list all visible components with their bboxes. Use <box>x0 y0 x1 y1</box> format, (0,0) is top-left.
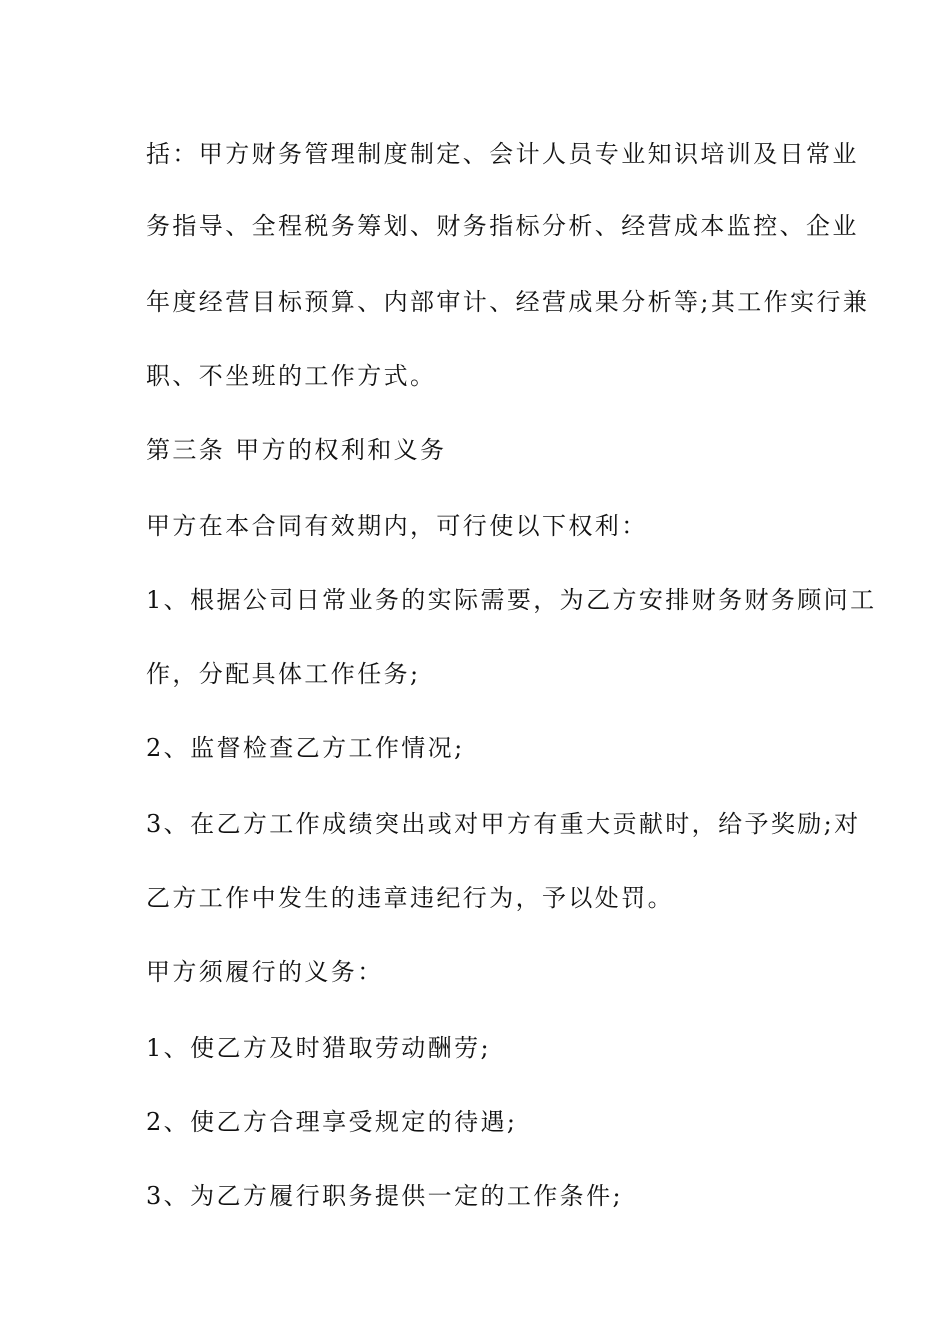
paragraph-line: 乙方工作中发生的违章违纪行为，予以处罚。 <box>146 884 674 912</box>
list-item: 1、根据公司日常业务的实际需要，为乙方安排财务财务顾问工 <box>146 586 877 614</box>
list-item: 2、监督检查乙方工作情况; <box>146 734 465 762</box>
paragraph-line: 职、不坐班的工作方式。 <box>146 362 437 390</box>
paragraph-line: 甲方须履行的义务： <box>146 958 384 986</box>
paragraph-line: 年度经营目标预算、内部审计、经营成果分析等;其工作实行兼 <box>146 288 870 316</box>
list-item: 3、在乙方工作成绩突出或对甲方有重大贡献时，给予奖励;对 <box>146 810 861 838</box>
paragraph-line: 务指导、全程税务筹划、财务指标分析、经营成本监控、企业 <box>146 212 859 240</box>
list-item: 3、为乙方履行职务提供一定的工作条件; <box>146 1182 623 1210</box>
paragraph-line: 括：甲方财务管理制度制定、会计人员专业知识培训及日常业 <box>146 140 859 168</box>
list-item: 2、使乙方合理享受规定的待遇; <box>146 1108 518 1136</box>
paragraph-line: 甲方在本合同有效期内，可行使以下权利： <box>146 512 648 540</box>
section-heading: 第三条 甲方的权利和义务 <box>146 436 447 464</box>
list-item: 1、使乙方及时猎取劳动酬劳; <box>146 1034 491 1062</box>
paragraph-line: 作，分配具体工作任务; <box>146 660 421 688</box>
